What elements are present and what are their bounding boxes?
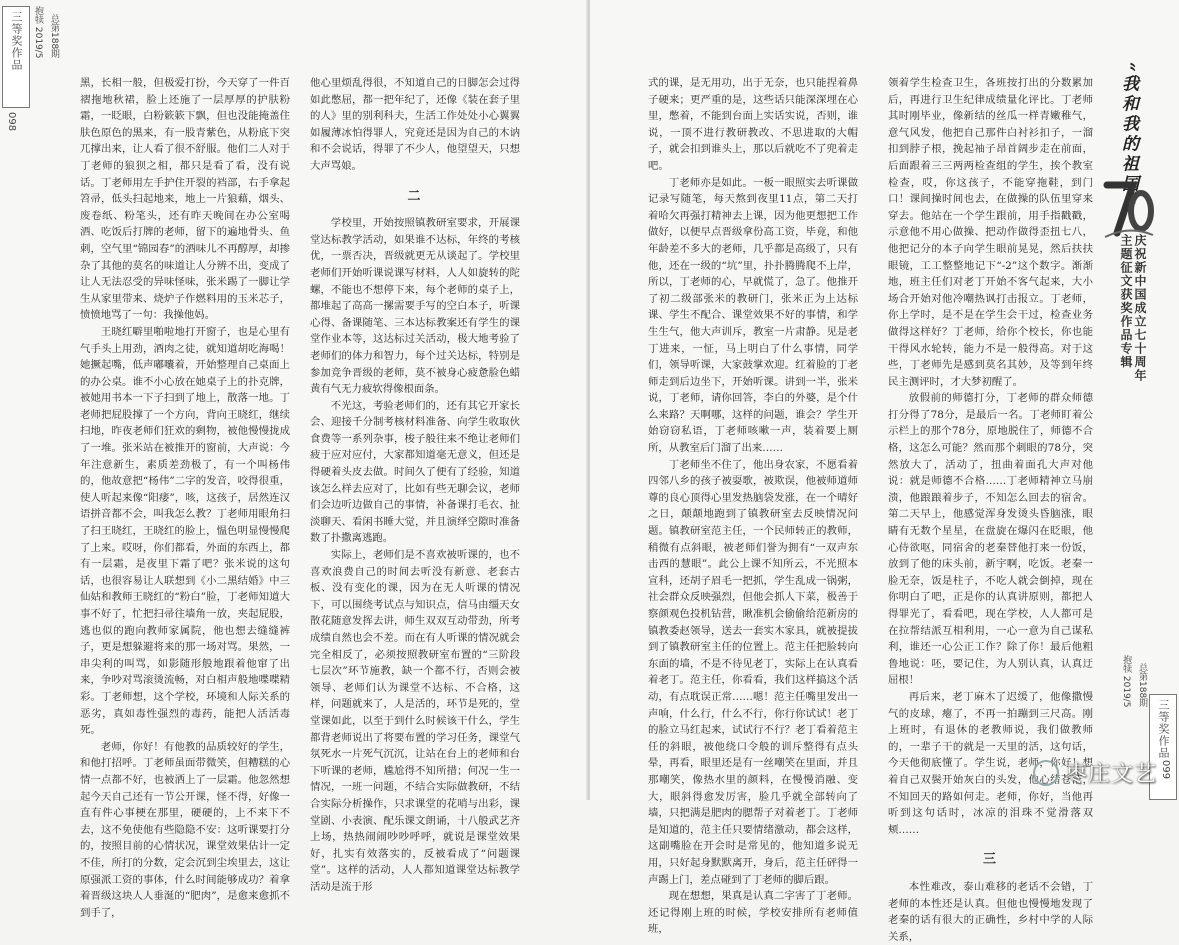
banner-title: “我和我的祖国” <box>1118 62 1138 208</box>
right-magazine: 抱犊 2019/5 <box>1121 655 1132 708</box>
paragraph: 他心里烦乱得很，不知道自己的日脚怎会过得如此憋屈，都一把年纪了，还像《装在套子里的人》里的别利科夫，生活工作处处小心翼翼如履薄冰怕得罪人，究竟还是因为自己的木讷和不会说话，得罪了不少人，他望望天，只想大声骂娘。 <box>310 77 520 172</box>
right-issue: 总第188期 <box>1137 663 1147 708</box>
left-magazine: 抱犊 2019/5 <box>33 6 43 59</box>
right-column-2 <box>888 75 1093 943</box>
left-column-1 <box>80 75 290 919</box>
right-sidebar <box>1145 0 1179 800</box>
paragraph: 王晓红噼里啪啦地打开窗子，也是心里有气手头上用劲，酒肉之徒，就知道胡吃海喝！她撅起嘴，低声嘟囔着，开始整理自己桌面上的办公桌。谁不小心放在她桌子上的扑克牌，被她用书本一下子扫到了地上，散落一地。丁老师把屁股撑了一个方向，背向王晓红，继续扫地，昨夜老师们狂欢的剩物，被他慢慢拢成了一堆。张米站在被推开的窗前，大声说：今年注意新生，素质差劲极了，有一个叫杨伟的，他故意把“杨伟”二字的发音，咬得很重，使人听起来像“阳痿”，咳，这孩子，居然连汉语拼音都不会，叫我怎么教？丁老师用眼角扫了扫王晓红，王晓红的脸上，愠色明显慢慢爬了上来。哎呀，你们都看，外面的东西上，都有一层霜，是夜里下霜了吧？张米说的这句话，也很容易让人联想到《小二黑结婚》中三仙姑和教师王晓红的“粉白”脸，丁老师知道大事不好了，忙把扫帚往墙角一放，夹起屁股，逃也似的跑向教师家属院，他也想去缝缝裤子，更是想躲避将来的那一场对骂。果然，一串尖利的叫骂，如影随形般地跟着他窜了出来，争吵对骂滚烫流畅，对白相声般地喋喋精彩。丁老师想，这个学校，环境和人际关系的恶劣，真如毒性强烈的毒药，能把人活活毒死。 <box>80 325 290 737</box>
right-column-1 <box>648 75 858 936</box>
right-page-number: 099 <box>1160 760 1171 780</box>
watermark-text: 枣庄文艺 <box>1064 762 1157 787</box>
paragraph: 放假前的师德打分，丁老师的群众师德打分得了78分，是最后一名。丁老师盯着公示栏上的那个78分，原地脱住了，师德不合格，这怎么可能？然而那个刺眼的78分，突然放大了，活动了，扭曲着面孔大声对他说：就是师德不合格……丁老师精神立马崩溃，他踉踉着步子，不知怎么回去的宿舍。第二天早上，他感觉浑身发烫头昏脑涨，眼睛有无数个星星，在盘旋在爆闪在眨眼，他心侍欲呕，同宿舍的老秦替他打来一份饭，放到了他的床头前，新宇啊，吃饭。老秦一脸无奈，饭是柱子，不吃人就会倒掉，现在你明白了吧，正是你的认真讲原则，都把人得罪光了，看看吧，现在学校，人人都可是在拉帮结派互相利用，一心一意为自己谋私利，谁还一心公正工作？除了你！最后他粗鲁地说：呸，要记住，为人别认真，认真迂屈根！ <box>888 392 1093 687</box>
left-running-header <box>32 6 61 62</box>
watermark <box>1033 757 1157 788</box>
left-column-2 <box>310 75 520 893</box>
paragraph: 式的课，是无用功，出于无奈，也只能捏着鼻子硬来；更严重的是，这些话只能深深埋在心里，憋着，不能到台面上实话实说，否则，谁说，一顶不进行教研教改、不思进取的大帽子，就会扣到谁头上，那以后就吃不了兜着走吧。 <box>648 77 858 172</box>
section-heading: 三 <box>982 852 998 868</box>
banner-subtitle: 庆祝新中国成立七十周年主题征文获奖作品专辑 <box>1119 234 1147 383</box>
left-sidebar <box>0 0 30 800</box>
paragraph: 学校里，开始按照镇教研室要求，开展课堂达标教学活动，如果谁不达标，年终的考核优，一票否决，晋级就更无从谈起了。学校里老师们开始听课说课写材料，人人如旋转的陀螺，不能也不想停下来，每个老师的桌子上，都堆起了高高一摞需要手写的空白本子，听课心得、备课随笔、三本达标教案还有学生的课堂作业本等，这达标过关活动，极大地考验了老师们的体力和智力，每个过关达标，特别是参加竞争晋级的老师，莫不被身心疲惫脸色蜡黄有气无力疲软得像根面条。 <box>310 217 520 396</box>
paragraph: 老师，你好！有他教的品质较好的学生，和他打招呼。丁老师虽面带微笑，但糟糕的心情一点都不好，也被洒上了一层霜。他忽然想起今天自己还有一节公开课，怪不得，好像一直有件心事梗在那里，硬硬的，上不来下不去，这不免使他有些隐隐不安：这听课要打分的，按照目前的心情状况，课堂效果估计一定不佳，所打的分数，定会沉到尘埃里去，这让原强派工资的事体，什么时间能够成功？着拿着晋级这块人人垂涎的“肥肉”，是愈来愈抓不到手了， <box>80 740 290 919</box>
paragraph: 不光这，考验老师们的，还有其它开家长会、迎接千分制考核材料准备、向学生收取伙食费等一系列杂事，梭子般往来不绝让老师们疲于应对应付，大家都知道毫无意义，但还是得硬着头皮去做。时间久了便有了经验，知道该怎么样去应对了，比如有些无聊会议，老师们会边听边做自己的事情，补备课打毛衣、扯淡聊天、看闲书睡大觉，并且演绎空隙时准备数了扑撒离逃跑。 <box>310 399 520 545</box>
paragraph: 丁老师坐不住了，他出身农家，不愿看着四邻八乡的孩子被耍歌，被欺误，他被师道师尊的良心顶得心里发热脑袋发涨，在一个晴好之日，颠颠地跑到了镇教研室去反映情况问题。镇教研室范主任，一个民师转正的教师，稍微有点斜眼，被老师们誉为拥有“一双声东击西的慧眼”。此公上课不知所云，不光照本宣科，还胡子眉毛一把抓，学生乱成一锅粥，社会群众反映强烈，但他会抓人下菜，极善于察颜观色投机钻营，瞅准机会偷偷给范新房的镇教委赵领导，送去一套实木家具，就被提拔到了镇教研室主任的位置上。范主任把脸转向东面的墙，不是不待见老丁，实际上在认真看着老丁。范主任，你看看，我们这样搞这个活动，有点耽误正常……嗯！范主任嘴里发出一声响，什么行，什么不行，你行你试试！老丁的脸立马红起来，试试行不行？老丁看着范主任的斜眼，被他绕口令般的训斥整得有点头晕，再看，眼里还是有一丝嘲笑在里面，并且那嘲笑，像热水里的颜料，在慢慢消融、变大，眼斜得愈发厉害，脸几乎就全部转向了墙，只把满是肥肉的腮帮子对着老丁。丁老师是知道的，范主任只要情绪激动，都会这样，这副嘴脸在开会时是常见的，他知道多说无用，只好起身默默离开，身后，范主任砰得一声踢上门，差点碰到了丁老师的脚后跟。 <box>648 458 858 886</box>
paragraph: 本性难改，泰山难移的老话不会错，丁老师的本性还是认真。但他也慢慢地发现了老秦的话有很大的正确性，乡村中学的人际关系， <box>888 880 1093 943</box>
left-page-number: 098 <box>6 112 17 132</box>
paragraph: 再后来，老丁麻木了迟缓了，他像撒慢气的皮球，瘪了，不再一拍蹦到三尺高。刚上班时，有退休的老教师说，我们做教师的，一辈子干的就是一天里的活，这句话，今天他彻底懂了。学生说，老师，你好！想着自己双鬓开始灰白的头发，他心绪苍茫，不知回天的路如何走。老师，你好，当他再听到这句话时，冰凉的泪珠不觉滑落双颊…… <box>888 690 1093 836</box>
right-tab-label: 三等奖作品 <box>1157 699 1170 759</box>
paragraph: 丁老师亦是如此。一板一眼照实去听课做记录写随笔，每天熬到夜里11点，第二天打着哈欠再强打精神去上课，因为他更想把工作做好，以便早点晋级拿份高工资，毕竟，和他年龄差不多大的老师，几乎都是高级了，只有他，还在一级的“坑”里，扑扑腾腾爬不上岸，所以，丁老师的心，早就慌了，急了。他推开了初二级部张米的教研门，张米正为上达标课、学生不配合、课堂效果不好的事情，和学生生气，他大声训斥，教室一片肃静。见是老丁进来，一怔，马上明白了什么事情，同学们，领导听课，大家鼓掌欢迎。红着脸的丁老师走到后边坐下，开始听课。讲到一半，张米说，丁老师，请你回答，李白的外婆，是个什么来路？天啊哪，这样的问题，谁会？学生开始窃窃私语，丁老师咳嗽一声，装着要上厕所，从教室后门溜了出来…… <box>648 176 858 455</box>
right-running-header <box>1120 655 1149 711</box>
paragraph: 实际上，老师们是不喜欢被听课的，也不喜欢浪费自己的时间去听没有新意、老套古板、没有变化的课，因为在无人听课的情况下，可以围绕考试点与知识点，信马由缰天女散花随意发挥去讲，师生双双互动带劲，所考成绩自然也会不差。而在有人听课的情况就会完全相反了，必须按照教研室布置的“三阶段七层次”环节施教，缺一个都不行，否则会被领导、老师们认为课堂不达标、不合格，这样，问题就来了，人是活的，环节是死的，堂堂课如此，以至于到什么时候该干什么，学生都背老师说出了将要布置的学习任务，课堂气氛死水一片死气沉沉，让站在台上的老师和台下听课的老师，尴尬得不知所措；何况一生一情况，一班一问题，不结合实际做教研，不结合实际分析操作，只求课堂的花哨与出彩，课堂剧、小表演、配乐课文朗诵，十八般武艺齐上场，热热闹闹吵吵呼呼，就说是课堂效果好，扎实有效落实的，反被看成了“问题课堂”。这样的活动，人人都知道课堂达标教学活动是流于形 <box>310 549 520 893</box>
paragraph: 现在想想，果真是认真二字害了丁老师。还记得刚上班的时候，学校安排所有老师值班， <box>648 890 858 936</box>
paragraph: 领着学生检查卫生，各班按打出的分数累加后，再进行卫生纪律成绩量化评比。丁老师其时刚毕业，像新结的丝瓜一样青嫩稚气，意气风发，他把自己那件白衬衫扣子，一溜扣到脖子根，挽起袖子昂首阔步走在前面，后面跟着三三两两检查组的学生，挨个教室检查，哎，你这孩子，不能穿拖鞋，到门口！课间操时间也去，在做操的队伍里穿来穿去。他站在一个学生跟前，用手指戳戳，示意他不用心做操、把动作做得歪扭七八，他把记分的本子向学生眼前晃晃，然后扶扶眼镜，工工整整地记下“-2”这个数字。渐渐地，班主任们对老丁开始不客气起来，大小场合开始对他冷嘲热讽打击报立。丁老师，你上学时，是不是在学生会干过，检查业务做得这样好？丁老师，给你个校长，你也能干得风水轮转，能力不是一般得高。对于这些，丁老师先是感到莫名其妙，及等到年终民主测评时，才大梦初醒了。 <box>888 77 1093 388</box>
left-page <box>0 0 589 919</box>
section-heading: 二 <box>407 188 423 204</box>
wechat-logo-icon <box>1033 760 1059 786</box>
right-page <box>590 0 1179 943</box>
left-issue: 总第188期 <box>48 14 59 59</box>
left-section-tab <box>2 6 30 108</box>
left-tab-label: 三等奖作品 <box>10 11 23 71</box>
paragraph: 黑，长相一般，但极爱打扮，今天穿了一件百褶拖地秋裙，脸上还施了一层厚厚的护肤粉霜，一眨眼，白粉簌簌下飘，但也没能掩盖住肤色原色的黑来，有一股青紫色，从粉底下突兀撑出来，让人看了很不舒服。他们二人对于丁老师的狼狈之相，都只是看了看，没有说话。丁老师用左手护住开裂的裆部，右手拿起笤帚，低头扫起地来，地上一片狼藉，烟头、废卷纸、粉笔头，还有昨天晚间在办公室喝酒、吃饭后打牌的老师，留下的遍地骨头、鱼刺，空气里“锦园春”的酒味儿不再醇厚，却掺杂了其他的莫名的味道让人分辨不出，变成了让人无法忍受的异味怪味，张米踢了一脚让学生从家里带来、烧炉子作燃料用的玉米芯子，愤愤地骂了一句：我操他妈。 <box>80 77 290 322</box>
